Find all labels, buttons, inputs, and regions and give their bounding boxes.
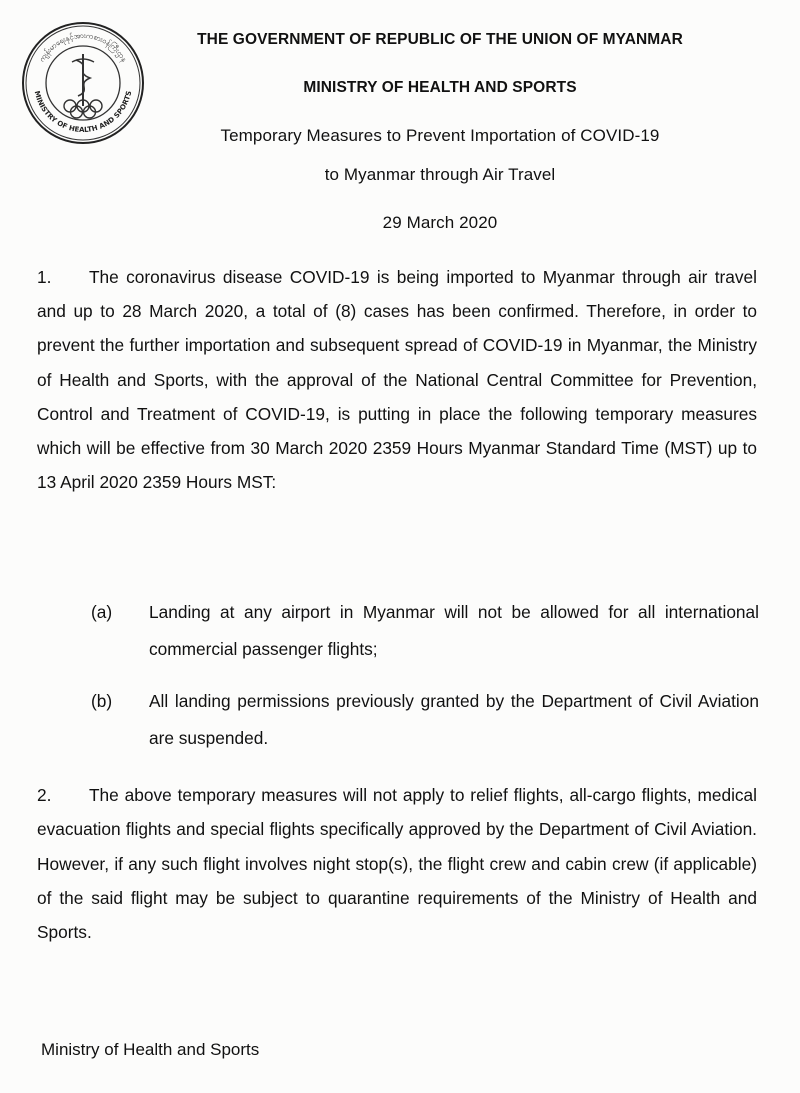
paragraph-2-text: The above temporary measures will not apply to relief flights, all-cargo flights, medical evacuation flights and special flights specifically approved by the Department of Civil Aviation. However, if any such flight involves night stop(s), the flight crew and cabin crew (if applicable) of the said flight may be subject to quarantine requirements of the Ministry of Health and Sports.: [37, 785, 757, 943]
paragraph-2-number: 2.: [37, 785, 52, 805]
document-date: 29 March 2020: [382, 213, 498, 232]
seal-ring-text-bottom: MINISTRY OF HEALTH AND SPORTS: [32, 90, 134, 135]
paragraph-2: [37, 778, 757, 949]
measure-item-b-text: All landing permissions previously granted by the Department of Civil Aviation are suspended.: [149, 691, 759, 748]
paragraph-1: [37, 260, 757, 499]
government-heading: THE GOVERNMENT OF REPUBLIC OF THE UNION OF MYANMAR: [197, 31, 683, 48]
measure-item-a-label: (a): [91, 602, 113, 622]
ministry-seal-icon: [20, 20, 146, 146]
measure-item-a: [91, 594, 759, 668]
paragraph-1-text: The coronavirus disease COVID-19 is being imported to Myanmar through air travel and up to 28 March 2020, a total of (8) cases has been confirmed. Therefore, in order to prevent the further importation and subsequent spread of COVID-19 in Myanmar, the Ministry of Health and Sports, with the approval of the National Central Committee for Prevention, Control and Treatment of COVID-19, is putting in place the following temporary measures which will be effective from 30 March 2020 2359 Hours Myanmar Standard Time (MST) up to 13 April 2020 2359 Hours MST:: [37, 267, 757, 493]
footer-signature: Ministry of Health and Sports: [41, 1040, 260, 1059]
document-title-line-1: Temporary Measures to Prevent Importation of COVID-19: [220, 126, 660, 145]
paragraph-1-number: 1.: [37, 267, 52, 287]
measure-item-b: [91, 683, 759, 757]
seal-ring-text-top: ကျန်းမာရေးနှင့်အားကစားဝန်ကြီးဌာန: [36, 30, 130, 64]
ministry-heading: MINISTRY OF HEALTH AND SPORTS: [303, 79, 577, 96]
measure-item-a-text: Landing at any airport in Myanmar will not be allowed for all international commercial passenger flights;: [149, 602, 759, 659]
measure-item-b-label: (b): [91, 691, 113, 711]
document-title-line-2: to Myanmar through Air Travel: [324, 165, 556, 184]
